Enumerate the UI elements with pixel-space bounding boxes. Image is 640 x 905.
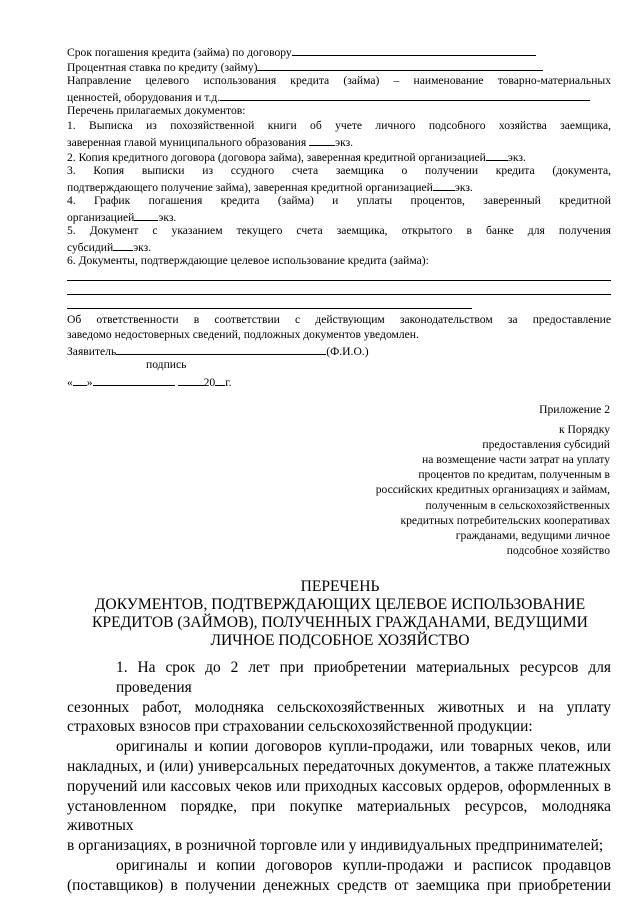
doc-3-text: подтверждающего получение займа), заверенная кредитной организацией [67, 181, 433, 194]
responsibility-line-2: заведомо недостоверных сведений, подложных документов уведомлен. [67, 328, 419, 341]
signature-caption: подпись [146, 358, 187, 371]
body-line: оригиналы и копии договоров купли-продажи, или товарных чеков, или [116, 738, 611, 756]
appendix-block [310, 402, 610, 558]
date-end: г. [225, 376, 232, 389]
purpose-blank [220, 89, 590, 101]
fill-line-1 [67, 280, 611, 281]
body-line: (поставщиков) в получении денежных средств от заемщика при приобретении [67, 876, 611, 894]
body-line: в организациях, в розничной торговле или у индивидуальных предпринимателей; [67, 837, 604, 855]
interest-rate-blank [257, 59, 543, 71]
appendix-line: полученным в сельскохозяйственных [425, 498, 610, 512]
body-line: страховых взносов при страховании сельскохозяйственной продукции: [67, 718, 533, 736]
doc-1-text: заверенная главой муниципального образования [67, 136, 307, 149]
appendix-line: кредитных потребительских кооперативах [400, 513, 610, 527]
title-line: ДОКУМЕНТОВ, ПОДТВЕРЖДАЮЩИХ ЦЕЛЕВОЕ ИСПОЛЬЗОВАНИЕ [94, 596, 586, 613]
purpose-line-1: Направление целевого использования кредита (займа) – наименование товарно-материальных [67, 74, 611, 87]
date-year: 20 [203, 376, 216, 389]
body-line: установленном порядке, при покупке материальных ресурсов, молодняка животных [67, 797, 611, 835]
date-line [67, 374, 611, 391]
doc-3-line-1: 3. Копия выписки из ссудного счета заемщика о получении кредита (документа, [67, 164, 611, 177]
loan-term-label: Срок погашения кредита (займа) по договору [67, 46, 292, 59]
appendix-line: к Порядку [559, 423, 610, 437]
body-line: сезонных работ, молодняка сельскохозяйственных животных и на уплату [67, 698, 611, 716]
applicant-blank [116, 343, 326, 355]
appendix-line: Приложение 2 [539, 403, 610, 416]
appendix-line: подсобное хозяйство [506, 543, 610, 557]
title-line: ПЕРЕЧЕНЬ [300, 578, 380, 595]
interest-rate-label: Процентная ставка по кредиту (займу) [67, 61, 258, 74]
doc-4-line-1: 4. График погашения кредита (займа) и уплаты процентов, заверенный кредитной [67, 194, 611, 207]
body-line: оригиналы и копии договоров купли-продажи и расписок продавцов [116, 856, 611, 874]
loan-term-blank [292, 44, 536, 56]
body-line: поручений или кассовых чеков или приходных кассовых ордеров, оформленных в [67, 777, 611, 795]
doc-1-blank [309, 134, 335, 146]
doc-5-line-1: 5. Документ с указанием текущего счета заемщика, открытого в банке для получения [67, 224, 611, 237]
doc-3-unit: экз. [454, 181, 473, 194]
fill-line-2 [67, 294, 611, 295]
doc-2-text: 2. Копия кредитного договора (договора займа), заверенная кредитной организацией [67, 151, 486, 164]
doc-1-unit: экз. [335, 136, 354, 149]
date-year-blank [215, 374, 225, 386]
title-line: ЛИЧНОЕ ПОДСОБНОЕ ХОЗЯЙСТВО [210, 632, 470, 649]
responsibility-line-1: Об ответственности в соответствии с действующим законодательством за предоставление [67, 313, 611, 326]
body-line: накладных, и (или) универсальных передаточных документов, а также платежных [67, 757, 611, 775]
appendix-line: процентов по кредитам, полученным в [418, 468, 610, 482]
doc-5-text: субсидий [67, 241, 114, 254]
body-text [67, 658, 611, 896]
title-line: КРЕДИТОВ (ЗАЙМОВ), ПОЛУЧЕННЫХ ГРАЖДАНАМИ, ВЕДУЩИМИ [92, 614, 588, 631]
doc-4-blank [134, 209, 158, 221]
date-extra-blank [178, 374, 204, 386]
appendix-line: гражданами, ведущими личное [455, 528, 610, 542]
body-line: 1. На срок до 2 лет при приобретении материальных ресурсов для проведения [116, 659, 611, 696]
fio-label: (Ф.И.О.) [326, 345, 369, 358]
document-title [60, 578, 620, 650]
applicant-label: Заявитель [67, 345, 117, 358]
doc-2-blank [486, 149, 508, 161]
fill-line-3 [67, 308, 472, 309]
docs-heading: Перечень прилагаемых документов: [67, 104, 246, 117]
doc-5-blank [113, 239, 133, 251]
doc-6-line: 6. Документы, подтверждающие целевое использование кредита (займа): [67, 254, 429, 267]
doc-1-line-1: 1. Выписка из похозяйственной книги об учете личного подсобного хозяйства заемщика, [67, 119, 611, 132]
purpose-label: ценностей, оборудования и т.д. [67, 91, 221, 104]
date-month-blank [93, 374, 175, 386]
doc-4-text: организацией [67, 211, 135, 224]
appendix-line: предоставления субсидий [482, 438, 610, 452]
date-mid: » [86, 376, 93, 389]
doc-2-unit: экз. [507, 151, 526, 164]
date-open: « [67, 376, 73, 389]
appendix-line: российских кредитных организациях и займам, [375, 483, 610, 497]
appendix-line: на возмещение части затрат на уплату [422, 453, 610, 467]
doc-3-blank [433, 179, 455, 191]
doc-5-unit: экз. [133, 241, 152, 254]
doc-4-unit: экз. [158, 211, 177, 224]
date-day-blank [73, 374, 87, 386]
